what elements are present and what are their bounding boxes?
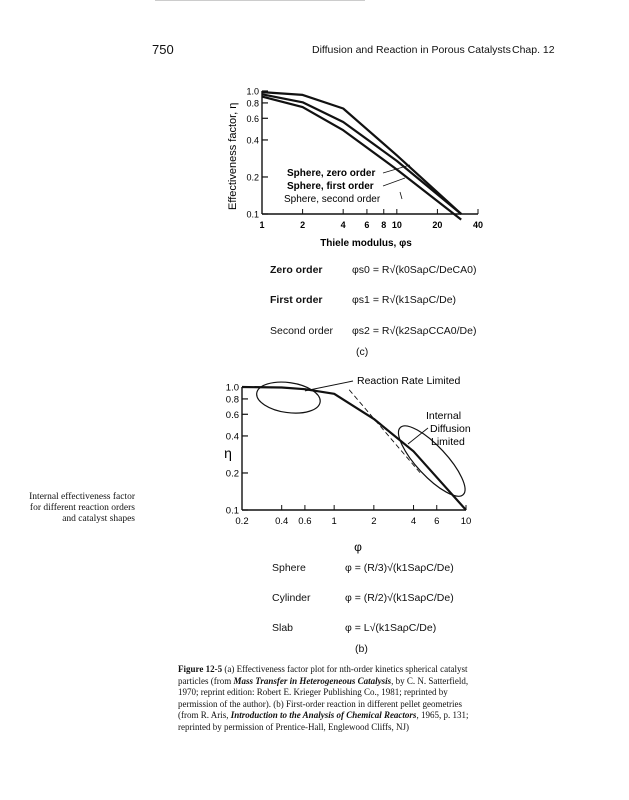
figure-a-ylabel: Effectiveness factor, η: [227, 102, 239, 210]
fig-b-x-tick-label: 6: [434, 516, 440, 527]
fig-b-leader-reaction: [305, 381, 353, 391]
fig-a-y-tick-label: 1.0: [246, 86, 259, 97]
eq-a-expr-1: φs1 = R√(k1SaρC/De): [352, 294, 457, 306]
fig-b-y-tick-label: 0.1: [225, 505, 239, 517]
fig-a-y-tick-label: 0.6: [246, 113, 259, 124]
fig-a-y-tick-label: 0.1: [246, 209, 259, 220]
page-number: 750: [152, 42, 174, 57]
fig-b-x-tick-label: 4: [410, 516, 417, 527]
eq-b-label-1: Cylinder: [272, 592, 311, 604]
fig-a-y-tick-label: 0.8: [246, 98, 259, 109]
fig-a-leader-line: [400, 192, 402, 199]
fig-b-y-tick-label: 0.6: [225, 409, 239, 421]
fig-b-x-tick-label: 10: [460, 516, 472, 527]
figure-a-plot: [246, 87, 483, 231]
figure-b-xlabel: φ: [354, 540, 362, 554]
fig-b-series-line: [242, 387, 466, 510]
fig-a-x-tick-label: 8: [381, 220, 387, 230]
panel-b-label: (b): [355, 643, 368, 655]
fig-a-x-tick-label: 40: [472, 220, 484, 230]
side-note: Internal effectiveness factor for different reaction orders and catalyst shapes: [29, 492, 135, 524]
figure-caption: [178, 664, 478, 733]
eq-b-expr-0: φ = (R/3)√(k1SaρC/De): [345, 562, 454, 574]
caption-text-3: , 1965, p. 131; reprinted by permission of Prentice-Hall, Englewood Cliffs, NJ): [178, 710, 469, 732]
panel-a-label: (c): [356, 346, 369, 358]
fig-a-x-tick-label: 6: [364, 220, 370, 230]
eq-b-label-0: Sphere: [272, 562, 306, 574]
fig-b-x-tick-label: 0.2: [235, 516, 249, 527]
fig-b-annotation-diffusion: Internal: [426, 410, 462, 422]
caption-label: Figure 12-5: [178, 664, 223, 674]
caption-book-2: Introduction to the Analysis of Chemical Reactors: [230, 710, 417, 720]
fig-a-y-tick-label: 0.4: [246, 135, 259, 146]
figure-a-xlabel: Thiele modulus, φs: [320, 238, 412, 249]
fig-b-x-tick-label: 0.6: [298, 516, 312, 527]
fig-a-x-tick-label: 1: [259, 220, 265, 230]
eq-b-expr-2: φ = L√(k1SaρC/De): [345, 622, 437, 634]
chapter-label: Chap. 12: [512, 44, 555, 56]
eq-a-label-2: Second order: [270, 325, 334, 337]
fig-a-y-tick-label: 0.2: [246, 172, 259, 183]
fig-a-x-tick-label: 20: [432, 220, 443, 230]
fig-a-curve-label: Sphere, zero order: [287, 168, 376, 179]
eq-a-expr-2: φs2 = R√(k2SaρCCA0/De): [352, 325, 477, 337]
eq-a-expr-0: φs0 = R√(k0SaρC/DeCA0): [352, 264, 477, 276]
caption-text-1: (a) Effectiveness factor plot for nth-order kinetics spherical catalyst particles (from: [178, 664, 468, 686]
fig-b-x-tick-label: 2: [371, 516, 377, 527]
fig-b-annotation-reaction: Reaction Rate Limited: [357, 375, 461, 387]
running-title: Diffusion and Reaction in Porous Catalysts: [312, 44, 511, 56]
fig-b-annotation-diffusion: Limited: [431, 436, 465, 448]
fig-a-leader-line: [383, 178, 405, 186]
fig-b-x-tick-label: 0.4: [275, 516, 289, 527]
caption-text-2: , by C. N. Satterfield, 1970; reprint edition: Robert E. Krieger Publishing Co., 1981; reprinted by permission of the author). (b) First-order reaction in different pellet geometries (from R. Aris,: [178, 675, 469, 720]
eq-a-label-0: Zero order: [270, 264, 323, 276]
fig-b-asymptote: [349, 390, 420, 473]
fig-a-x-tick-label: 2: [300, 220, 306, 230]
fig-b-y-tick-label: 0.2: [225, 468, 239, 480]
fig-b-y-tick-label: 0.8: [225, 394, 239, 406]
eq-b-label-2: Slab: [272, 622, 294, 634]
fig-a-curve-label: Sphere, first order: [287, 181, 374, 192]
fig-a-x-tick-label: 4: [340, 220, 346, 230]
caption-book-1: Mass Transfer in Heterogeneous Catalysis: [233, 675, 392, 686]
fig-b-x-tick-label: 1: [331, 516, 337, 527]
figure-b-ylabel: η: [224, 445, 232, 461]
fig-b-y-tick-label: 1.0: [225, 382, 239, 394]
eq-b-expr-1: φ = (R/2)√(k1SaρC/De): [345, 592, 454, 604]
fig-b-annotation-diffusion: Diffusion: [430, 423, 471, 435]
fig-a-x-tick-label: 10: [391, 220, 402, 230]
fig-b-reaction-ellipse: [255, 378, 323, 417]
eq-a-label-1: First order: [270, 294, 323, 306]
fig-a-curve-label: Sphere, second order: [284, 194, 381, 205]
fig-b-y-tick-label: 0.4: [225, 431, 239, 443]
figure-b-plot: [226, 375, 474, 527]
